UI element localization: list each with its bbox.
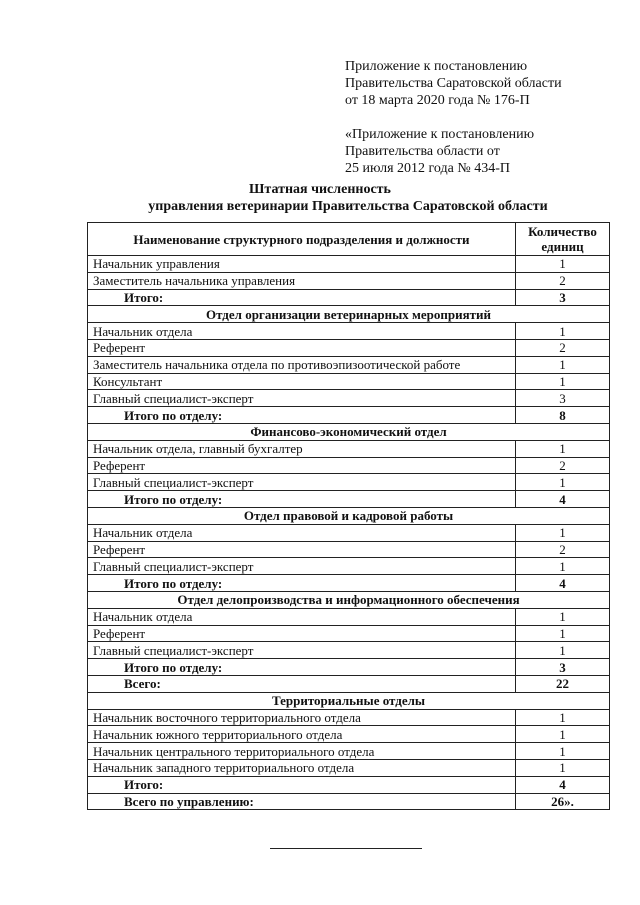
position-name: Начальник южного территориального отдела (88, 726, 516, 743)
unit-count: 2 (516, 272, 610, 289)
section-title: Территориальные отделы (88, 692, 610, 709)
unit-count: 2 (516, 457, 610, 474)
section-row (88, 423, 610, 440)
unit-count: 2 (516, 541, 610, 558)
total-row (88, 675, 610, 692)
section-row (88, 591, 610, 608)
header-line: 25 июля 2012 года № 434-П (345, 161, 510, 176)
table-header-row (88, 223, 610, 256)
position-name: Начальник отдела, главный бухгалтер (88, 440, 516, 457)
table-row (88, 272, 610, 289)
position-name: Итого по отделу: (88, 407, 516, 424)
header-line: от 18 марта 2020 года № 176-П (345, 93, 530, 108)
section-title: Отдел делопроизводства и информационного обеспечения (88, 591, 610, 608)
table-body (88, 256, 610, 810)
total-row (88, 659, 610, 676)
table-row (88, 709, 610, 726)
position-name: Референт (88, 457, 516, 474)
table-row (88, 323, 610, 340)
section-row (88, 692, 610, 709)
position-name: Референт (88, 625, 516, 642)
unit-count: 1 (516, 709, 610, 726)
position-name: Начальник центрального территориального отдела (88, 743, 516, 760)
unit-count: 4 (516, 575, 610, 592)
position-name: Начальник управления (88, 256, 516, 273)
document-title (0, 181, 640, 215)
table-row (88, 256, 610, 273)
section-title: Финансово-экономический отдел (88, 423, 610, 440)
table-row (88, 373, 610, 390)
position-name: Начальник восточного территориального отдела (88, 709, 516, 726)
section-title: Отдел организации ветеринарных мероприятий (88, 306, 610, 323)
unit-count: 1 (516, 356, 610, 373)
unit-count: 26». (516, 793, 610, 810)
unit-count: 1 (516, 759, 610, 776)
position-name: Всего: (88, 675, 516, 692)
table-row (88, 541, 610, 558)
unit-count: 8 (516, 407, 610, 424)
table-row (88, 625, 610, 642)
position-name: Главный специалист-эксперт (88, 390, 516, 407)
table-row (88, 642, 610, 659)
table-row (88, 608, 610, 625)
section-row (88, 507, 610, 524)
unit-count: 1 (516, 373, 610, 390)
table-row (88, 356, 610, 373)
unit-count: 1 (516, 625, 610, 642)
unit-count: 1 (516, 474, 610, 491)
unit-count: 1 (516, 524, 610, 541)
position-name: Итого по отделу: (88, 491, 516, 508)
table-row (88, 440, 610, 457)
unit-count: 1 (516, 743, 610, 760)
total-row (88, 407, 610, 424)
total-row (88, 491, 610, 508)
position-name: Итого: (88, 289, 516, 306)
table-row (88, 726, 610, 743)
position-name: Заместитель начальника отдела по противоэпизоотической работе (88, 356, 516, 373)
position-name: Итого по отделу: (88, 575, 516, 592)
column-header-name: Наименование структурного подразделения и должности (88, 223, 516, 256)
header-line: Приложение к постановлению (345, 59, 528, 74)
position-name: Главный специалист-эксперт (88, 642, 516, 659)
position-name: Референт (88, 339, 516, 356)
position-name: Итого по отделу: (88, 659, 516, 676)
position-name: Главный специалист-эксперт (88, 474, 516, 491)
column-header-count: Количество единиц (516, 223, 610, 256)
title-line-2: управления ветеринарии Правительства Саратовской области (148, 199, 548, 214)
total-row (88, 289, 610, 306)
section-row (88, 306, 610, 323)
table-row (88, 474, 610, 491)
unit-count: 1 (516, 323, 610, 340)
position-name: Начальник отдела (88, 323, 516, 340)
unit-count: 1 (516, 642, 610, 659)
table-row (88, 759, 610, 776)
position-name: Начальник отдела (88, 524, 516, 541)
header-line: Правительства области от (345, 144, 500, 159)
table-row (88, 743, 610, 760)
total-row (88, 575, 610, 592)
position-name: Всего по управлению: (88, 793, 516, 810)
section-title: Отдел правовой и кадровой работы (88, 507, 610, 524)
table-row (88, 390, 610, 407)
table-row (88, 524, 610, 541)
unit-count: 4 (516, 776, 610, 793)
unit-count: 22 (516, 675, 610, 692)
unit-count: 3 (516, 390, 610, 407)
position-name: Референт (88, 541, 516, 558)
position-name: Главный специалист-эксперт (88, 558, 516, 575)
title-line-1: Штатная численность (249, 182, 391, 197)
header-line: Правительства Саратовской области (345, 76, 562, 91)
position-name: Начальник западного территориального отдела (88, 759, 516, 776)
position-name: Заместитель начальника управления (88, 272, 516, 289)
total-row (88, 793, 610, 810)
unit-count: 1 (516, 608, 610, 625)
unit-count: 1 (516, 726, 610, 743)
unit-count: 2 (516, 339, 610, 356)
approval-header (345, 58, 562, 177)
unit-count: 1 (516, 256, 610, 273)
table-row (88, 558, 610, 575)
unit-count: 1 (516, 440, 610, 457)
table-row (88, 339, 610, 356)
unit-count: 4 (516, 491, 610, 508)
position-name: Итого: (88, 776, 516, 793)
table-row (88, 457, 610, 474)
position-name: Консультант (88, 373, 516, 390)
header-line: «Приложение к постановлению (345, 127, 535, 142)
position-name: Начальник отдела (88, 608, 516, 625)
unit-count: 1 (516, 558, 610, 575)
unit-count: 3 (516, 289, 610, 306)
footer-divider (270, 848, 422, 849)
staff-table (87, 222, 610, 810)
unit-count: 3 (516, 659, 610, 676)
total-row (88, 776, 610, 793)
